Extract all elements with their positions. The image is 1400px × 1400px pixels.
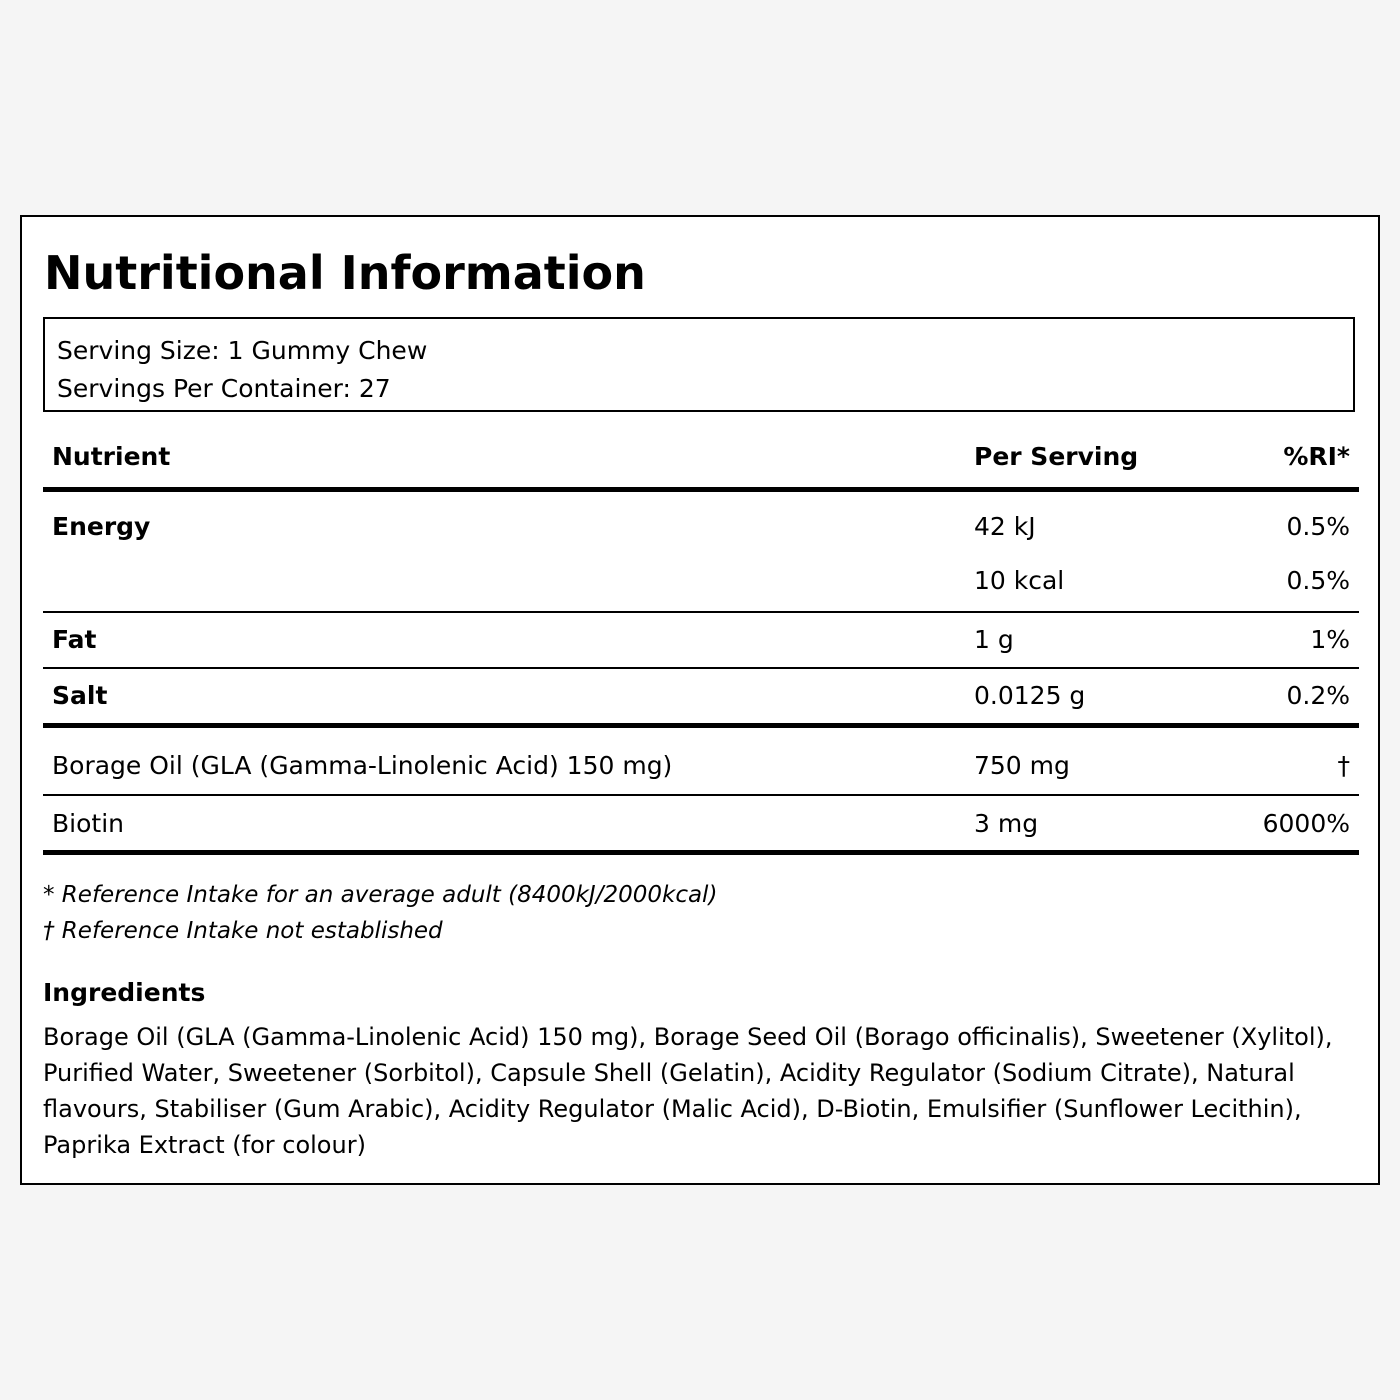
serving-info-box xyxy=(43,317,1355,412)
nutrient-name: Energy xyxy=(52,512,151,541)
ri-value: 1% xyxy=(1310,625,1350,654)
table-row xyxy=(43,492,1359,546)
ri-footnote: * Reference Intake for an average adult (8400kJ/2000kcal) xyxy=(43,882,718,908)
page-title: Nutritional Information xyxy=(44,246,646,300)
nutrient-name: Fat xyxy=(52,625,97,654)
dagger-footnote: † Reference Intake not established xyxy=(43,918,443,944)
table-bottom-thick-rule xyxy=(43,850,1359,855)
footnotes xyxy=(43,877,717,949)
nutrient-name: Biotin xyxy=(52,809,124,838)
table-row xyxy=(43,613,1359,667)
table-row xyxy=(43,796,1359,850)
table-row xyxy=(43,728,1359,794)
table-row xyxy=(43,669,1359,723)
nutrition-panel xyxy=(20,215,1380,1185)
ri-value: † xyxy=(1337,751,1350,780)
header-per-serving: Per Serving xyxy=(974,442,1139,471)
ri-value: 0.2% xyxy=(1286,681,1350,710)
header-nutrient: Nutrient xyxy=(52,442,171,471)
servings-per-container: Servings Per Container: 27 xyxy=(57,374,391,403)
per-serving-value: 750 mg xyxy=(974,751,1070,780)
per-serving-value: 0.0125 g xyxy=(974,681,1086,710)
table-row xyxy=(43,546,1359,600)
serving-size: Serving Size: 1 Gummy Chew xyxy=(57,336,428,365)
ri-value: 0.5% xyxy=(1286,566,1350,595)
ri-value: 6000% xyxy=(1262,809,1350,838)
nutrient-name: Borage Oil (GLA (Gamma-Linolenic Acid) 150 mg) xyxy=(52,751,673,780)
ingredients-text: Borage Oil (GLA (Gamma-Linolenic Acid) 150 mg), Borage Seed Oil (Borago officinalis), Sweetener (Xylitol), Purified Water, Sweetener (Sorbitol), Capsule Shell (Gelatin), Acidity Regulator (Sodium Citrate), Natural flavours, Stabiliser (Gum Arabic), Acidity Regulator (Malic Acid), D-Biotin, Emulsifier (Sunflower Lecithin), Paprika Extract (for colour) xyxy=(43,1023,1333,1159)
per-serving-value: 1 g xyxy=(974,625,1014,654)
per-serving-value: 42 kJ xyxy=(974,512,1036,541)
ri-value: 0.5% xyxy=(1286,512,1350,541)
header-ri: %RI* xyxy=(1283,442,1350,471)
per-serving-value: 10 kcal xyxy=(974,566,1065,595)
per-serving-value: 3 mg xyxy=(974,809,1039,838)
ingredients-title: Ingredients xyxy=(43,978,206,1007)
nutrient-name: Salt xyxy=(52,681,108,710)
table-header-row xyxy=(43,427,1359,487)
